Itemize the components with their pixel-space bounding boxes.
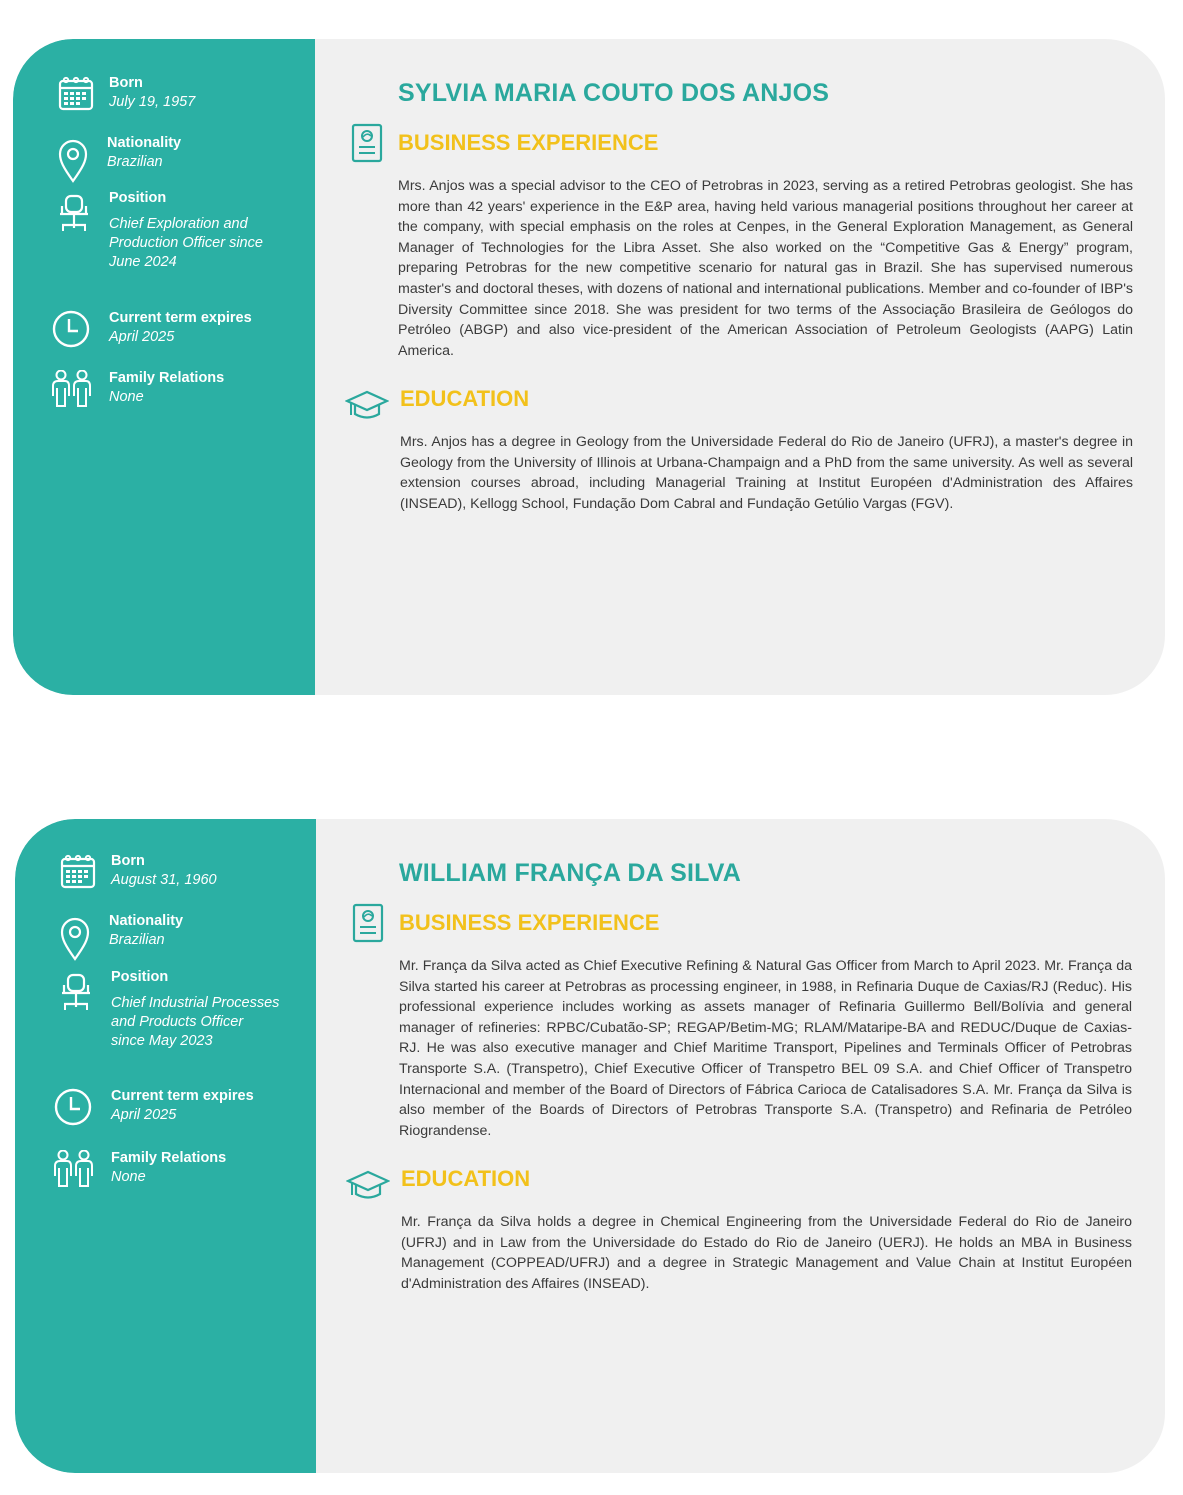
profile-main bbox=[315, 39, 1165, 695]
education-heading: EDUCATION bbox=[400, 386, 530, 411]
facts-sidebar bbox=[15, 819, 316, 1473]
term-fact bbox=[49, 310, 299, 370]
term-label: Current term expires bbox=[109, 310, 252, 326]
education-text: Mr. França da Silva holds a degree in Chemical Engineering from the Universidade Federal do Rio de Janeiro (UFRJ) and in Law from the Universidade do Estado do Rio de Janeiro (UERJ). He holds an MBA in Business Management (COPPEAD/UFRJ) and a degree in Strategic Management and Value Chain at Institut Européen d'Administration des Affaires (INSEAD). bbox=[401, 1214, 1132, 1292]
clock-icon bbox=[51, 1088, 103, 1132]
born-label: Born bbox=[109, 75, 143, 91]
born-fact bbox=[51, 853, 301, 913]
position-value: Chief Industrial Processes and Products Officer since May 2023 bbox=[111, 995, 280, 1049]
clock-icon bbox=[49, 310, 101, 354]
position-label: Position bbox=[111, 969, 169, 985]
term-value: April 2025 bbox=[111, 1107, 177, 1123]
term-label: Current term expires bbox=[111, 1088, 254, 1104]
business-experience-heading: BUSINESS EXPERIENCE bbox=[398, 130, 659, 155]
position-label: Position bbox=[109, 190, 167, 206]
born-value: July 19, 1957 bbox=[109, 94, 196, 110]
family-value: None bbox=[109, 389, 144, 405]
location-pin-icon bbox=[49, 135, 101, 183]
family-fact bbox=[49, 370, 299, 430]
born-fact bbox=[49, 75, 299, 135]
family-value: None bbox=[111, 1169, 146, 1185]
calendar-icon bbox=[49, 75, 101, 119]
business-experience-text: Mrs. Anjos was a special advisor to the CEO of Petrobras in 2023, serving as a retired Petrobras geologist. She has more than 42 years' experience in the E&P area, having held various managerial positions throughout her career at the company, with special emphasis on the roles at Cenpes, in the General Exploration Management, as General Manager of Technologies for the Libra Asset. She also worked on the “Competitive Gas & Energy” program, preparing Petrobras for the new competitive scenario for natural gas in Brazil. She has supervised numerous master's and doctoral theses, with dozens of national and international publications. Member and co-founder of IBP's Diversity Committee since 2018. She was president for two terms of the Associação Brasileira de Geólogos do Petróleo (ABGP) and also vice-president of the American Association of Petroleum Geologists (AAPG) Latin America. bbox=[398, 178, 1133, 359]
office-chair-icon bbox=[51, 969, 103, 1017]
person-name: SYLVIA MARIA COUTO DOS ANJOS bbox=[398, 79, 830, 107]
profile-main bbox=[316, 819, 1165, 1473]
people-icon bbox=[49, 370, 101, 414]
family-label: Family Relations bbox=[111, 1150, 227, 1166]
born-value: August 31, 1960 bbox=[111, 872, 217, 888]
position-value: Chief Exploration and Production Officer since June 2024 bbox=[109, 216, 263, 270]
calendar-icon bbox=[51, 853, 103, 897]
person-name: WILLIAM FRANÇA DA SILVA bbox=[399, 859, 742, 887]
born-label: Born bbox=[111, 853, 145, 869]
education-text: Mrs. Anjos has a degree in Geology from the Universidade Federal do Rio de Janeiro (UFRJ), a master's degree in Geology from the University of Illinois at Urbana-Champaign and a PhD from the same university. As well as several extension courses abroad, including Managerial Training at Institut Européen d'Administration des Affaires (INSEAD), Kellogg School, Fundação Dom Cabral and Fundação Getúlio Vargas (FGV). bbox=[400, 434, 1133, 512]
term-value: April 2025 bbox=[109, 329, 175, 345]
graduation-cap-icon bbox=[345, 385, 389, 425]
nationality-value: Brazilian bbox=[107, 154, 163, 170]
graduation-cap-icon bbox=[346, 1165, 390, 1205]
location-pin-icon bbox=[51, 913, 103, 961]
resume-icon bbox=[347, 123, 391, 163]
nationality-value: Brazilian bbox=[109, 932, 165, 948]
education-heading: EDUCATION bbox=[401, 1166, 531, 1191]
family-fact bbox=[51, 1150, 301, 1210]
business-experience-text: Mr. França da Silva acted as Chief Executive Refining & Natural Gas Officer from March to April 2023. Mr. França da Silva started his career at Petrobras as processing engineer, in 1988, in Refinaria Duque de Caxias/RJ (Reduc). His professional experience includes working as assets manager of Refinaria Guillermo Bell/Bolívia and general manager of refineries: RPBC/Cubatão-SP; REGAP/Betim-MG; RLAM/Mataripe-BA and REDUC/Duque de Caxias-RJ. He was also executive manager and Chief Maritime Transport, Pipelines and Terminals Officer of Petrobras Transporte S.A. (Transpetro), Chief Executive Officer of Transpetro BEL 09 S.A. and Chief Officer of Transpetro Internacional and member of the Board of Directors of Fábrica Carioca de Catalisadores S.A. Mr. França da Silva is also member of the Boards of Directors of Petrobras Transporte S.A. (Transpetro) and Refinaria de Petróleo Riograndense. bbox=[399, 958, 1132, 1139]
nationality-fact bbox=[49, 135, 299, 195]
facts-sidebar bbox=[13, 39, 315, 695]
nationality-label: Nationality bbox=[107, 135, 182, 151]
resume-icon bbox=[348, 903, 392, 943]
profile-card-anjos bbox=[13, 39, 1165, 695]
position-fact bbox=[51, 969, 301, 1059]
position-fact bbox=[49, 190, 299, 280]
office-chair-icon bbox=[49, 190, 101, 238]
business-experience-heading: BUSINESS EXPERIENCE bbox=[399, 910, 660, 935]
nationality-label: Nationality bbox=[109, 913, 184, 929]
people-icon bbox=[51, 1150, 103, 1194]
term-fact bbox=[51, 1088, 301, 1148]
family-label: Family Relations bbox=[109, 370, 225, 386]
nationality-fact bbox=[51, 913, 301, 973]
profile-card-franca-da-silva bbox=[15, 819, 1165, 1473]
